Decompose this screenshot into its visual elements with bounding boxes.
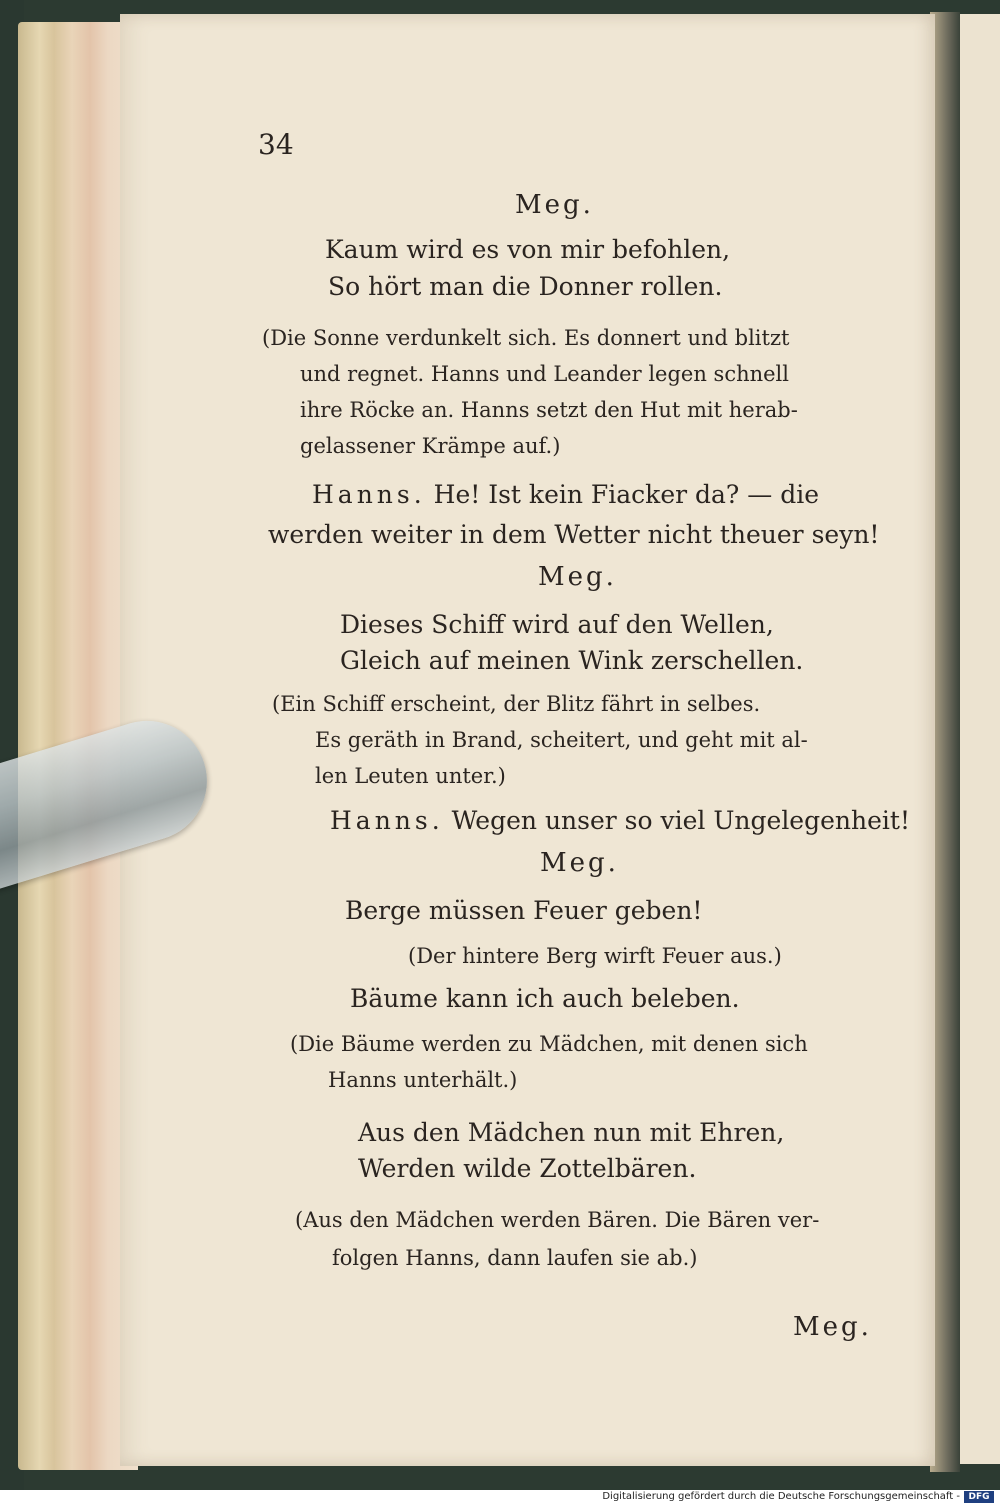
facing-page-edge	[960, 14, 1000, 1464]
speaker-heading: Meg.	[538, 562, 617, 592]
verse-line: Dieses Schiff wird auf den Wellen,	[340, 610, 774, 639]
stage-direction: (Ein Schiff erscheint, der Blitz fährt in selbes.	[272, 692, 761, 716]
speaker-name: Hanns.	[330, 806, 444, 835]
speaker-name: Hanns.	[312, 480, 426, 509]
stage-direction: ihre Röcke an. Hanns setzt den Hut mit herab-	[300, 398, 798, 422]
verse-line: Bäume kann ich auch beleben.	[350, 984, 740, 1013]
stage-direction: Hanns unterhält.)	[328, 1068, 518, 1092]
stage-direction: (Aus den Mädchen werden Bären. Die Bären ver-	[295, 1208, 820, 1232]
page-number: 34	[258, 128, 294, 161]
digitization-credit: Digitalisierung gefördert durch die Deutsche Forschungsgemeinschaft -	[602, 1491, 960, 1502]
stage-direction: (Der hintere Berg wirft Feuer aus.)	[408, 944, 782, 968]
dialogue-line	[312, 480, 819, 509]
verse-line: So hört man die Donner rollen.	[328, 272, 723, 301]
verse-line: Berge müssen Feuer geben!	[345, 896, 703, 925]
verse-line: Werden wilde Zottelbären.	[358, 1154, 697, 1183]
dialogue-line: werden weiter in dem Wetter nicht theuer seyn!	[268, 520, 880, 549]
stage-direction: gelassener Krämpe auf.)	[300, 434, 561, 458]
verse-line: Aus den Mädchen nun mit Ehren,	[358, 1118, 785, 1147]
speaker-heading: Meg.	[793, 1312, 872, 1342]
verse-line: Kaum wird es von mir befohlen,	[325, 235, 731, 264]
dfg-logo: DFG	[964, 1491, 994, 1503]
verse-line: Gleich auf meinen Wink zerschellen.	[340, 646, 804, 675]
speaker-heading: Meg.	[540, 848, 619, 878]
dialogue-line	[330, 806, 910, 835]
stage-direction: Es geräth in Brand, scheitert, und geht mit al-	[315, 728, 808, 752]
stage-direction: (Die Bäume werden zu Mädchen, mit denen sich	[290, 1032, 808, 1056]
stage-direction: len Leuten unter.)	[315, 764, 506, 788]
stage-direction: und regnet. Hanns und Leander legen schnell	[300, 362, 789, 386]
stage-direction: (Die Sonne verdunkelt sich. Es donnert und blitzt	[262, 326, 790, 350]
speaker-heading: Meg.	[515, 190, 594, 220]
dialogue-text: He! Ist kein Fiacker da? — die	[433, 480, 820, 509]
dialogue-text: Wegen unser so viel Ungelegenheit!	[451, 806, 910, 835]
stage-direction: folgen Hanns, dann laufen sie ab.)	[332, 1246, 698, 1270]
